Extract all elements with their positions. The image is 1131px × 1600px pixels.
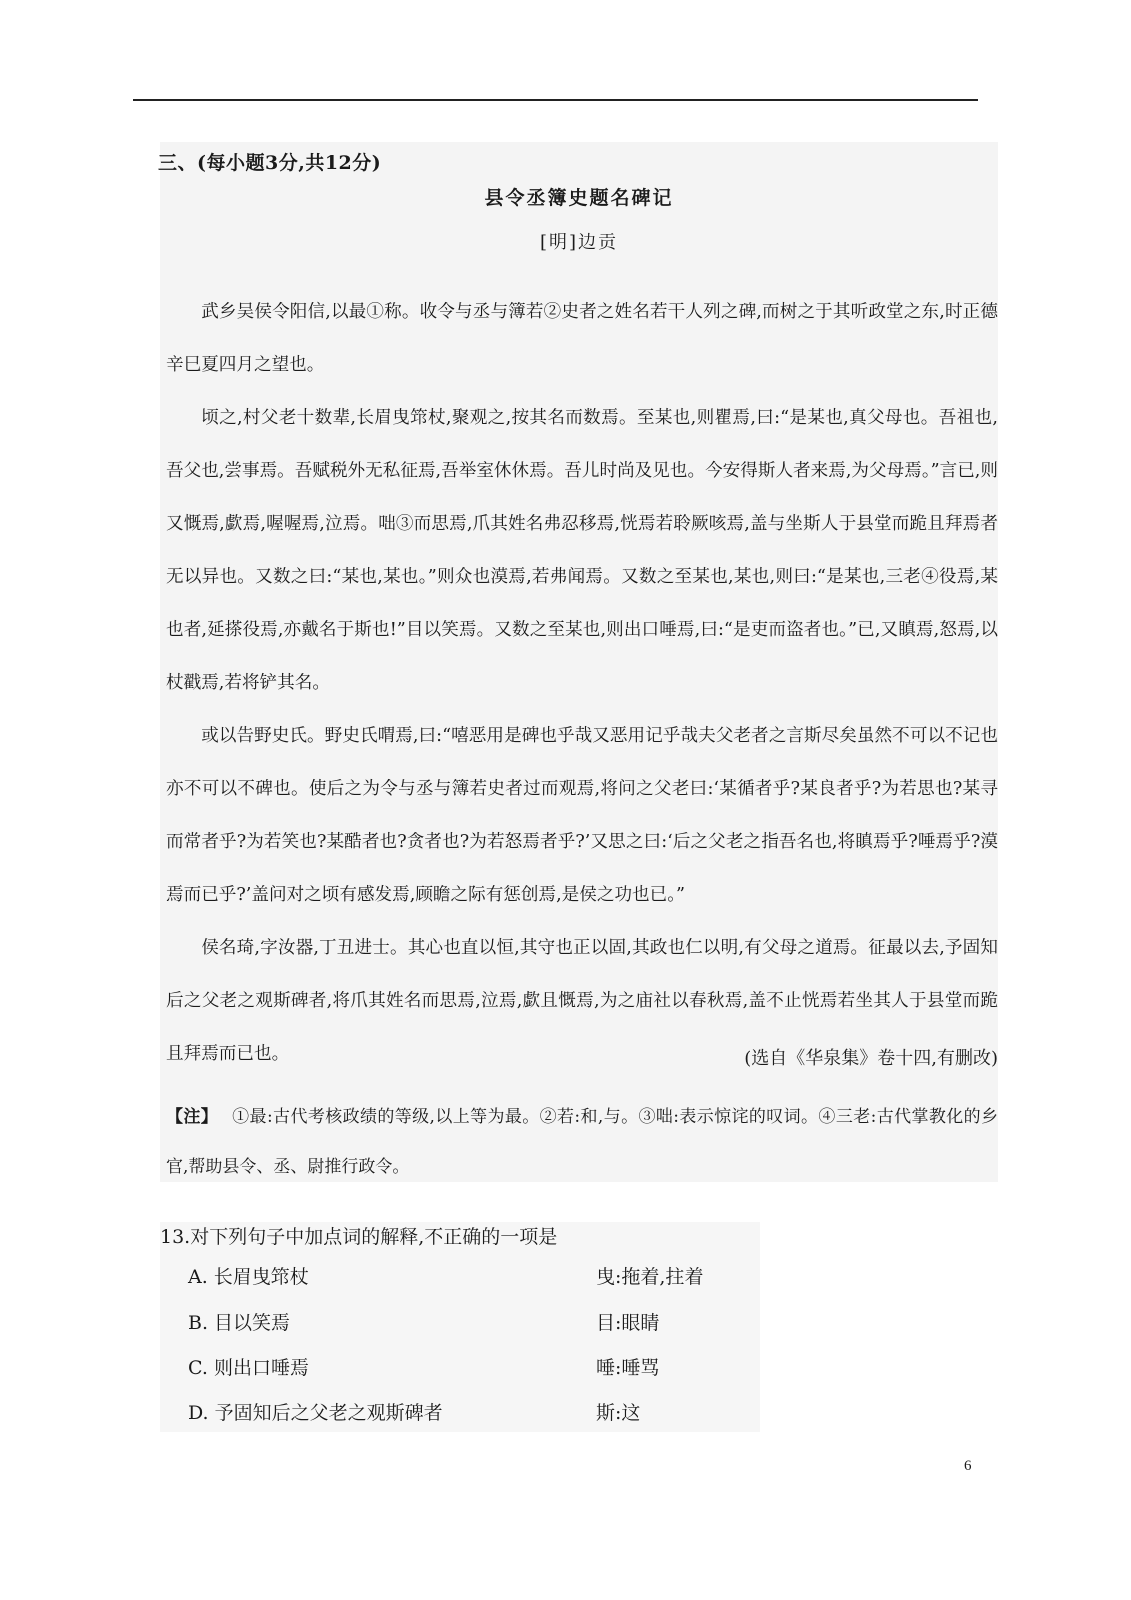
passage-paragraph-1: 武乡吴侯令阳信,以最①称。收令与丞与簿若②史者之姓名若干人列之碑,而树之于其听政堂之东,时正德辛巳夏四月之望也。 xyxy=(166,302,998,375)
passage-paragraph-4: 侯名琦,字汝器,丁丑进士。其心也直以恒,其守也正以固,其政也仁以明,有父母之道焉。征最以去,予固知后之父老之观斯碑者,将爪其姓名而思焉,泣焉,歔且慨焉,为之庙社以春秋焉,盖不止恍焉若坐其人于县堂而跪且拜焉而已也。 xyxy=(166,938,998,1064)
option-d-gloss: 斯:这 xyxy=(596,1402,641,1424)
option-c-gloss: 唾:唾骂 xyxy=(596,1357,660,1379)
option-c-text: C. 则出口唾焉 xyxy=(188,1357,309,1379)
passage-source: (选自《华泉集》卷十四,有删改) xyxy=(744,1048,998,1069)
essay-passage xyxy=(166,286,998,1081)
header-rule xyxy=(133,99,978,101)
option-b-gloss: 目:眼睛 xyxy=(596,1312,660,1334)
question-stem: 13.对下列句子中加点词的解释,不正确的一项是 xyxy=(160,1226,558,1248)
notes-text: ①最:古代考核政绩的等级,以上等为最。②若:和,与。③咄:表示惊诧的叹词。④三老:古代掌教化的乡官,帮助县令、丞、尉推行政令。 xyxy=(166,1107,999,1177)
option-d[interactable] xyxy=(188,1398,748,1438)
section-heading: 三、(每小题3分,共12分) xyxy=(158,152,382,174)
question-13 xyxy=(160,1222,760,1432)
option-a[interactable] xyxy=(188,1262,748,1302)
notes-tag: 【注】 xyxy=(166,1107,219,1127)
essay-title: 县令丞簿史题名碑记 xyxy=(484,187,674,209)
option-b[interactable] xyxy=(188,1308,748,1348)
option-d-text: D. 予固知后之父老之观斯碑者 xyxy=(188,1402,443,1424)
option-a-gloss: 曳:拖着,拄着 xyxy=(596,1266,704,1288)
page-number: 6 xyxy=(964,1458,972,1474)
essay-author: [明]边贡 xyxy=(539,232,619,253)
option-c[interactable] xyxy=(188,1353,748,1393)
option-b-text: B. 目以笑焉 xyxy=(188,1312,291,1334)
option-a-text: A. 长眉曳筇杖 xyxy=(188,1266,309,1288)
annotation-notes xyxy=(166,1092,998,1192)
passage-paragraph-2: 顷之,村父老十数辈,长眉曳筇杖,聚观之,按其名而数焉。至某也,则瞿焉,曰:“是某也,真父母也。吾祖也,吾父也,尝事焉。吾赋税外无私征焉,吾举室休休焉。吾儿时尚及见也。今安得斯人者来焉,为父母焉。”言已,则又慨焉,歔焉,喔喔焉,泣焉。咄③而思焉,爪其姓名弗忍移焉,恍焉若聆厥咳焉,盖与坐斯人于县堂而跪且拜焉者无以异也。又数之曰:“某也,某也。”则众也漠焉,若弗闻焉。又数之至某也,某也,则曰:“是某也,三老④役焉,某也者,延搽役焉,亦戴名于斯也!”目以笑焉。又数之至某也,则出口唾焉,曰:“是吏而盗者也。”已,又瞋焉,怒焉,以杖戳焉,若将铲其名。 xyxy=(166,408,998,693)
passage-paragraph-3: 或以告野史氏。野史氏喟焉,曰:“嘻恶用是碑也乎哉又恶用记乎哉夫父老者之言斯尽矣虽然不可以不记也亦不可以不碑也。使后之为令与丞与簿若史者过而观焉,将问之父老曰:‘某循者乎?某良者乎?为若思也?某寻而常者乎?为若笑也?某酷者也?贪者也?为若怒焉者乎?’又思之曰:‘后之父老之指吾名也,将瞋焉乎?唾焉乎?漠焉而已乎?’盖问对之顷有感发焉,顾瞻之际有惩创焉,是侯之功也已。” xyxy=(166,726,998,905)
